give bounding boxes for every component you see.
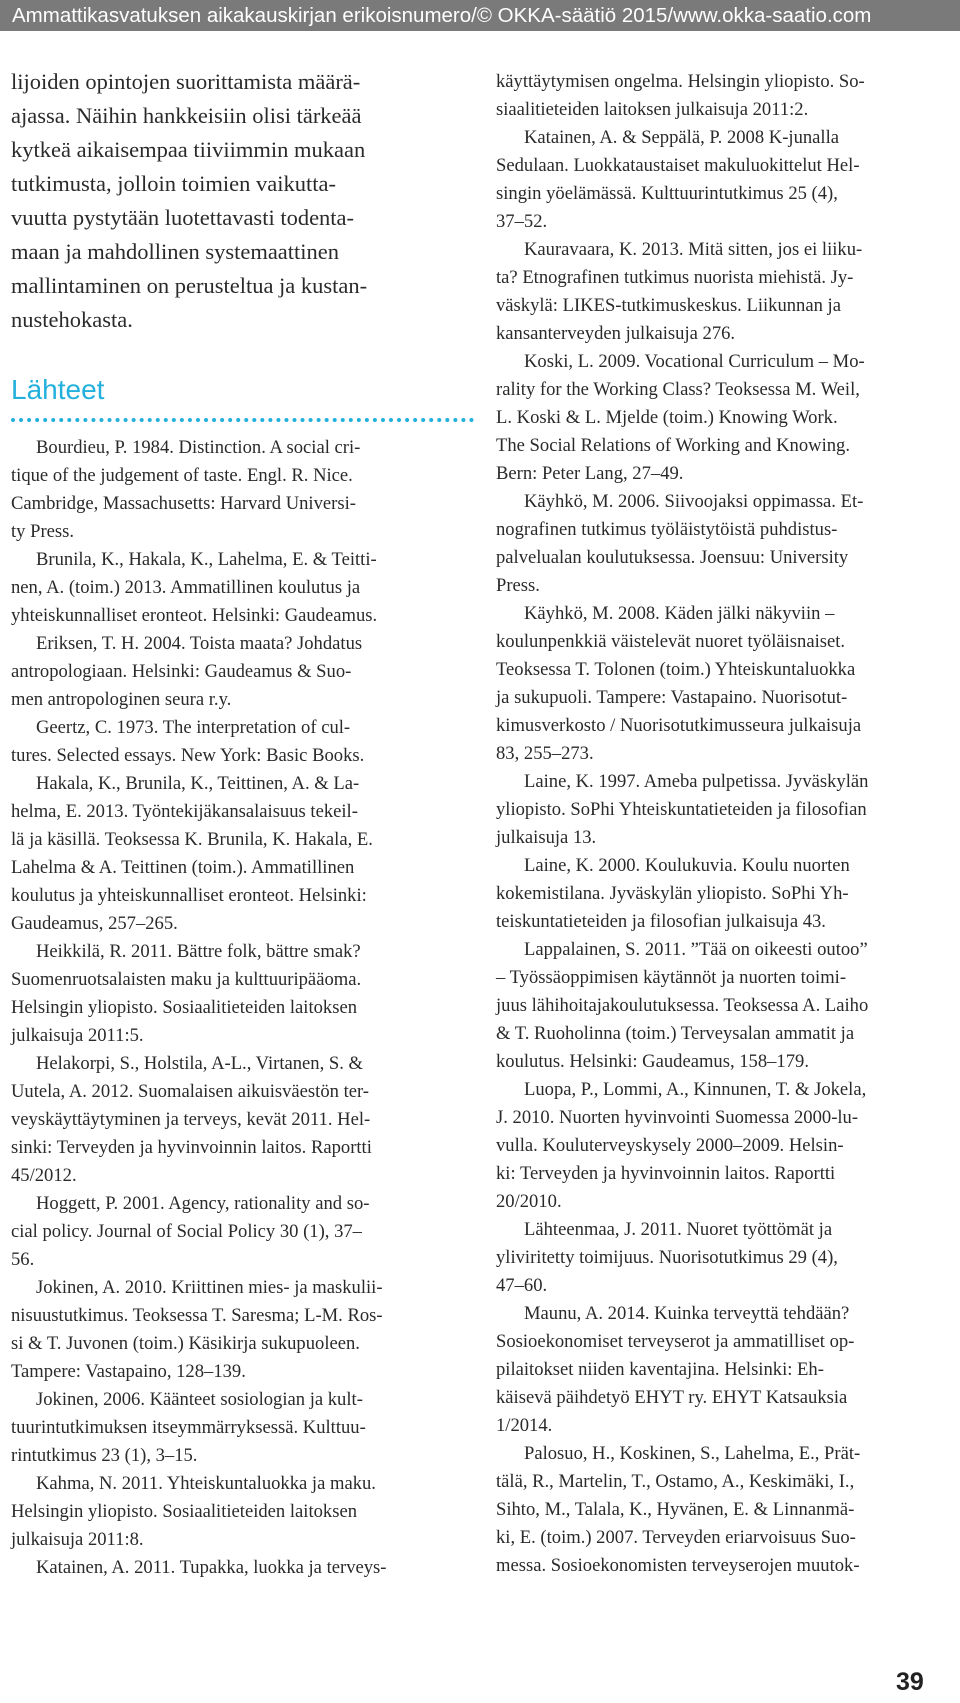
reference-line: ty Press. bbox=[11, 521, 75, 542]
reference-line: Koski, L. 2009. Vocational Curriculum – Mo- bbox=[524, 351, 865, 372]
reference-line: 1/2014. bbox=[496, 1415, 553, 1436]
reference-line: väskylä: LIKES-tutkimuskeskus. Liikunnan ja bbox=[496, 295, 841, 316]
reference-line: rality for the Working Class? Teoksessa M. Weil, bbox=[496, 379, 860, 400]
reference-line: Maunu, A. 2014. Kuinka terveyttä tehdään? bbox=[524, 1303, 850, 1324]
reference-line: Bourdieu, P. 1984. Distinction. A social cri- bbox=[36, 437, 361, 458]
reference-line: Geertz, C. 1973. The interpretation of cul- bbox=[36, 717, 351, 738]
reference-line: koulutus. Helsinki: Gaudeamus, 158–179. bbox=[496, 1051, 809, 1072]
reference-line: Tampere: Vastapaino, 128–139. bbox=[11, 1361, 246, 1382]
reference-line: Lähteenmaa, J. 2011. Nuoret työttömät ja bbox=[524, 1219, 833, 1240]
reference-line: Jokinen, A. 2010. Kriittinen mies- ja maskulii- bbox=[36, 1277, 383, 1298]
reference-line: Lahelma & A. Teittinen (toim.). Ammatillinen bbox=[11, 857, 355, 878]
reference-line: J. 2010. Nuorten hyvinvointi Suomessa 2000-lu- bbox=[496, 1107, 859, 1128]
intro-line: mallintaminen on perusteltua ja kustan- bbox=[11, 273, 368, 298]
reference-line: Helsingin yliopisto. Sosiaalitieteiden laitoksen bbox=[11, 1501, 358, 1522]
reference-line: yliviritetty toimijuus. Nuorisotutkimus 29 (4), bbox=[496, 1247, 838, 1268]
reference-line: Heikkilä, R. 2011. Bättre folk, bättre smak? bbox=[36, 941, 361, 962]
reference-line: Laine, K. 1997. Ameba pulpetissa. Jyväskylän bbox=[524, 771, 869, 792]
intro-line: maan ja mahdollinen systemaattinen bbox=[11, 239, 340, 264]
reference-line: vulla. Kouluterveyskysely 2000–2009. Helsin- bbox=[496, 1135, 844, 1156]
reference-line: kokemistilana. Jyväskylän yliopisto. SoPhi Yh- bbox=[496, 883, 849, 904]
reference-line: lä ja käsillä. Teoksessa K. Brunila, K. Hakala, E. bbox=[11, 829, 373, 850]
reference-line: Helsingin yliopisto. Sosiaalitieteiden laitoksen bbox=[11, 997, 358, 1018]
intro-line: ajassa. Näihin hankkeisiin olisi tärkeää bbox=[11, 103, 362, 128]
reference-line: cial policy. Journal of Social Policy 30 (1), 37– bbox=[11, 1221, 362, 1242]
reference-line: teiskuntatieteiden ja filosofian julkaisuja 43. bbox=[496, 911, 826, 932]
reference-line: & T. Ruoholinna (toim.) Terveysalan ammatit ja bbox=[496, 1023, 855, 1044]
page-number: 39 bbox=[896, 1668, 924, 1696]
reference-line: julkaisuja 2011:8. bbox=[11, 1529, 144, 1550]
reference-line: Käyhkö, M. 2008. Käden jälki näkyviin – bbox=[524, 603, 835, 624]
reference-line: singin yöelämässä. Kulttuurintutkimus 25 (4), bbox=[496, 183, 838, 204]
intro-line: kytkeä aikaisempaa tiiviimmin mukaan bbox=[11, 137, 366, 162]
reference-line: Suomenruotsalaisten maku ja kulttuuripääoma. bbox=[11, 969, 362, 990]
reference-line: Jokinen, 2006. Käänteet sosiologian ja kult- bbox=[36, 1389, 363, 1410]
reference-line: messa. Sosioekonomisten terveyserojen muutok- bbox=[496, 1555, 860, 1576]
reference-line: Sosioekonomiset terveyserot ja ammatilliset op- bbox=[496, 1331, 855, 1352]
reference-line: nografinen tutkimus työläistytöistä puhdistus- bbox=[496, 519, 838, 540]
reference-line: The Social Relations of Working and Knowing. bbox=[496, 435, 850, 456]
reference-line: kimusverkosto / Nuorisotutkimusseura julkaisuja bbox=[496, 715, 862, 736]
reference-line: 47–60. bbox=[496, 1275, 548, 1296]
reference-line: Hakala, K., Brunila, K., Teittinen, A. & La- bbox=[36, 773, 360, 794]
reference-line: Press. bbox=[496, 575, 540, 596]
reference-line: sinki: Terveyden ja hyvinvoinnin laitos. Raportti bbox=[11, 1137, 372, 1158]
page-header: Ammattikasvatuksen aikakauskirjan erikoisnumero/© OKKA-säätiö 2015/www.okka-saatio.com bbox=[0, 0, 960, 31]
reference-line: siaalitieteiden laitoksen julkaisuja 2011:2. bbox=[496, 99, 809, 120]
reference-line: kansanterveyden julkaisuja 276. bbox=[496, 323, 736, 344]
reference-line: si & T. Juvonen (toim.) Käsikirja sukupuoleen. bbox=[11, 1333, 360, 1354]
reference-line: yliopisto. SoPhi Yhteiskuntatieteiden ja filosofian bbox=[496, 799, 867, 820]
reference-line: L. Koski & L. Mjelde (toim.) Knowing Work. bbox=[496, 407, 838, 428]
reference-line: yhteiskunnalliset eronteot. Helsinki: Gaudeamus. bbox=[11, 605, 378, 626]
reference-line: Bern: Peter Lang, 27–49. bbox=[496, 463, 684, 484]
reference-line: Luopa, P., Lommi, A., Kinnunen, T. & Jokela, bbox=[524, 1079, 867, 1100]
reference-line: Kauravaara, K. 2013. Mitä sitten, jos ei liiku- bbox=[524, 239, 863, 260]
reference-line: veyskäyttäytyminen ja terveys, kevät 2011. Hel- bbox=[11, 1109, 371, 1130]
reference-line: 56. bbox=[11, 1249, 35, 1270]
reference-line: Hoggett, P. 2001. Agency, rationality and so- bbox=[36, 1193, 370, 1214]
reference-line: nen, A. (toim.) 2013. Ammatillinen koulutus ja bbox=[11, 577, 361, 598]
reference-line: Cambridge, Massachusetts: Harvard Universi- bbox=[11, 493, 356, 514]
reference-line: helma, E. 2013. Työntekijäkansalaisuus tekeil- bbox=[11, 801, 358, 822]
reference-line: rintutkimus 23 (1), 3–15. bbox=[11, 1445, 198, 1466]
reference-line: – Työssäoppimisen käytännöt ja nuorten toimi- bbox=[496, 967, 847, 988]
reference-line: juus lähihoitajakoulutuksessa. Teoksessa A. Laiho bbox=[496, 995, 869, 1016]
reference-line: pilaitokset niiden kaventajina. Helsinki: Eh- bbox=[496, 1359, 824, 1380]
reference-line: käyttäytymisen ongelma. Helsingin yliopisto. So- bbox=[496, 71, 865, 92]
reference-line: Brunila, K., Hakala, K., Lahelma, E. & Teitti- bbox=[36, 549, 377, 570]
reference-line: ki: Terveyden ja hyvinvoinnin laitos. Raportti bbox=[496, 1163, 836, 1184]
reference-line: tures. Selected essays. New York: Basic Books. bbox=[11, 745, 365, 766]
reference-line: Kahma, N. 2011. Yhteiskuntaluokka ja maku. bbox=[36, 1473, 376, 1494]
reference-line: palvelualan koulutuksessa. Joensuu: University bbox=[496, 547, 849, 568]
reference-line: koulutus ja yhteiskunnalliset eronteot. Helsinki: bbox=[11, 885, 367, 906]
reference-line: antropologiaan. Helsinki: Gaudeamus & Suo- bbox=[11, 661, 352, 682]
reference-line: 45/2012. bbox=[11, 1165, 77, 1186]
reference-line: Teoksessa T. Tolonen (toim.) Yhteiskuntaluokka bbox=[496, 659, 856, 680]
reference-line: Lappalainen, S. 2011. ”Tää on oikeesti outoo” bbox=[524, 939, 868, 960]
reference-line: Palosuo, H., Koskinen, S., Lahelma, E., Prät- bbox=[524, 1443, 861, 1464]
reference-line: 83, 255–273. bbox=[496, 743, 594, 764]
reference-line: ki, E. (toim.) 2007. Terveyden eriarvoisuus Suo- bbox=[496, 1527, 856, 1548]
reference-line: ta? Etnografinen tutkimus nuorista miehistä. Jy- bbox=[496, 267, 854, 288]
reference-line: tuurintutkimuksen itseymmärryksessä. Kulttuu- bbox=[11, 1417, 366, 1438]
reference-line: Gaudeamus, 257–265. bbox=[11, 913, 178, 934]
intro-line: lijoiden opintojen suorittamista määrä- bbox=[11, 69, 361, 94]
section-title: Lähteet bbox=[11, 374, 105, 405]
reference-line: Sedulaan. Luokkataustaiset makuluokittelut Hel- bbox=[496, 155, 860, 176]
reference-line: Eriksen, T. H. 2004. Toista maata? Johdatus bbox=[36, 633, 363, 654]
reference-line: tique of the judgement of taste. Engl. R. Nice. bbox=[11, 465, 353, 486]
reference-line: Helakorpi, S., Holstila, A-L., Virtanen, S. & bbox=[36, 1053, 363, 1074]
intro-line: nustehokasta. bbox=[11, 307, 133, 332]
reference-line: Käyhkö, M. 2006. Siivoojaksi oppimassa. Et- bbox=[524, 491, 864, 512]
reference-line: ja sukupuoli. Tampere: Vastapaino. Nuorisotut- bbox=[496, 687, 848, 708]
intro-line: vuutta pystytään luotettavasti todenta- bbox=[11, 205, 355, 230]
reference-line: Laine, K. 2000. Koulukuvia. Koulu nuorten bbox=[524, 855, 850, 876]
reference-line: Katainen, A. 2011. Tupakka, luokka ja terveys- bbox=[36, 1557, 387, 1578]
reference-line: Sihto, M., Talala, K., Hyvänen, E. & Linnanmä- bbox=[496, 1499, 855, 1520]
reference-line: men antropologinen seura r.y. bbox=[11, 689, 232, 710]
intro-line: tutkimusta, jolloin toimien vaikutta- bbox=[11, 171, 336, 196]
reference-line: koulunpenkkiä väistelevät nuoret työläisnaiset. bbox=[496, 631, 846, 652]
reference-line: Katainen, A. & Seppälä, P. 2008 K-junalla bbox=[524, 127, 840, 148]
reference-line: Uutela, A. 2012. Suomalaisen aikuisväestön ter- bbox=[11, 1081, 370, 1102]
reference-line: tälä, R., Martelin, T., Ostamo, A., Keskimäki, I., bbox=[496, 1471, 855, 1492]
dotted-divider bbox=[11, 418, 474, 422]
reference-line: julkaisuja 2011:5. bbox=[11, 1025, 144, 1046]
reference-line: nisuustutkimus. Teoksessa T. Saresma; L-M. Ros- bbox=[11, 1305, 383, 1326]
reference-line: julkaisuja 13. bbox=[496, 827, 597, 848]
reference-line: 37–52. bbox=[496, 211, 548, 232]
reference-line: käisevä päihdetyö EHYT ry. EHYT Katsauksia bbox=[496, 1387, 848, 1408]
reference-line: 20/2010. bbox=[496, 1191, 562, 1212]
